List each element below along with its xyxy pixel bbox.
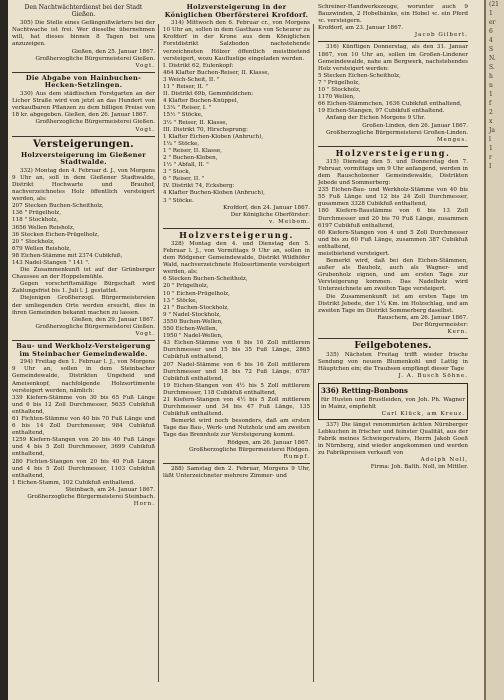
notice-332: 332) Montag den 4. Februar d. J., von Morgens 9 Uhr an, soll in dem Gießener Stadtwalde, Distrikt Hochwarte und Brauhof, nachverzeichnetes Holz öffentlich versteigert werden, als:	[12, 167, 155, 203]
list-item: 6 Stecken Buchen-Scheitholz,	[163, 276, 248, 283]
edge-fragment: Ja	[489, 127, 495, 134]
notice-305-signature: Vogt.	[135, 62, 155, 69]
edge-fragment: x	[489, 118, 493, 125]
notice-316-date: Großen-Linden, den 26. Januar 1867.	[362, 122, 468, 129]
list-item: 235 Eichen-Bau- und Werkholz-Stämme von 40 bis 55 Fuß Länge und 12 bis 24 Zoll Durchmesser, gusammen 3328 Cubikfuß enthaltend,	[318, 187, 468, 208]
list-item: 5 Stecken Eichen-Scheitholz,	[318, 72, 401, 79]
divider	[318, 338, 468, 339]
page-notice-title: Den Nachtwächterdienst bei der Stadt Gießen.	[24, 4, 143, 19]
notice-315-signature: Kern.	[447, 329, 468, 336]
notice-305: 305) Die Stelle eines Gefängnißwärters bei der Nachtwache ist frei. Wer dieselbe übernehmen will, hat dieses binnen 8 Tagen bei uns anzuzeigen.	[12, 20, 155, 48]
list-item: 1¼ " Stöcke,	[163, 140, 200, 147]
advertisement-text: für Husten und Brustleiden, von Joh. Ph. Wagner in Mainz, empfiehlt	[321, 396, 465, 410]
list-item: 19 Eichen-Stangen, 97 Cubikfuß enthaltend.	[318, 108, 445, 115]
notice-332-request: Diejenigen Großherzogl. Bürgermeistereien der umliegenden Orte werden ersucht, dies in ihren Gemeinden bekannt machen zu lassen.	[12, 295, 155, 316]
list-item: 3550 Buchen-Wellen,	[163, 318, 223, 325]
list-item: 1½ " Abfall, II. "	[163, 162, 209, 169]
notice-328-date: Rödgen, am 26. Januar 1867.	[227, 439, 310, 446]
column-middle	[163, 0, 310, 700]
notice-294-date: Steinbach, am 24. Januar 1867.	[65, 486, 155, 493]
notice-294-authority: Großherzogliche Bürgermeisterei Steinbach.	[27, 494, 155, 500]
list-item: 1950 " Nadel-Wellen,	[163, 333, 223, 340]
list-item: 6 " Reiser, II. "	[163, 176, 205, 183]
notice-288-signature: Jacob Gilbert.	[414, 32, 468, 39]
notice-294-signature: Horn.	[133, 501, 155, 508]
list-item: 136 " Prügelholz,	[12, 210, 62, 217]
list-item: 3½ " Reiser, II. Klasse,	[163, 119, 228, 126]
list-item: 9 " Nadel-Stockholz,	[163, 311, 221, 318]
list-item: 4 Klafter Buchen-Kloben (Anbruch),	[163, 190, 265, 197]
divider	[163, 463, 310, 464]
notice-337-signature: Adolph Noll,	[420, 457, 468, 464]
divider	[12, 136, 155, 137]
divider	[318, 41, 468, 42]
newspaper-page	[8, 0, 484, 700]
column-divider	[313, 24, 314, 682]
divider	[12, 72, 155, 73]
list-item: 1 Klafter Eichen-Kloben (Anbruch),	[163, 133, 264, 140]
list-item: 60 Kiefern-Stangen von 4 und 5 Zoll Durchmesser und bis zu 60 Fuß Länge, zusammen 387 Cubikfuß enthaltend,	[318, 229, 468, 250]
edge-fragment: (21	[489, 1, 499, 8]
notice-330-signature: Vogt.	[135, 126, 155, 133]
list-item: III. Distrikt 70, Hirschsprung:	[163, 126, 248, 133]
list-item: 207 Stecken Buchen-Scheitholz,	[12, 203, 104, 210]
list-item: 143 Nadel-Stangen " 141 ".	[12, 260, 90, 266]
divider	[163, 228, 310, 229]
item-list-314	[163, 63, 310, 205]
list-item: 11 " Reiser, II. "	[163, 84, 208, 91]
list-item: 98 Eichen-Stämme mit 2374 Cubikfuß,	[12, 252, 123, 259]
list-item: 10 " Stockholz,	[318, 87, 361, 94]
notice-314: 314) Mittwoch den 6. Februar cr., von Morgens 10 Uhr an, sollen in dem Gasthaus von Scheurer zu Krofdorf in der Krone aus dem Königlichen Forstdistrikt Salzboden nachstehende verzeichneten Hölzer öffentlich meistbietend versteigert, wozu Kauflustige eingeladen werden.	[163, 20, 310, 62]
notice-316-start: Anfang der Eichen Morgens 9 Uhr.	[326, 115, 426, 122]
notice-316: 316) Künftigen Donnerstag, als den 31. Januar 1867, von 10 Uhr an, sollen im Großen-Lindener Gemeindewalde, nahe am Bergwerk, nachstehendes Holz versteigert werden:	[318, 44, 468, 72]
list-item: 464 Klafter Buchen-Reiser, II. Klasse,	[163, 69, 270, 76]
notice-288: 288) Samstag den 2. Februar, Morgens 9 Uhr, läßt Unterzeichneter mehrere Zimmer- und	[163, 465, 310, 479]
list-item: 36 Stecken Eichen-Prügelholz,	[12, 231, 100, 238]
notice-314-signature: v. Meibom.	[269, 218, 310, 225]
edge-fragment: h	[489, 73, 493, 80]
list-item: 550 Eichen-Wellen,	[163, 326, 218, 333]
notice-337-firm: Firma: Joh. Balth. Noll, im Mittler.	[370, 464, 468, 471]
edge-fragment: 6	[489, 28, 493, 35]
heading-294: Bau- und Werkholz-Versteigerung im Steinbacher Gemeindewalde.	[16, 342, 151, 358]
advertisement-title: 336) Retting-Bonbons	[321, 385, 408, 395]
notice-288-date: Krofdorf, am 23. Januar 1867.	[318, 25, 404, 32]
notice-330-authority: Großherzogliche Bürgermeisterei Gießen.	[35, 119, 155, 126]
section-heading-versteigerungen: Versteigerungen.	[33, 138, 134, 150]
notice-330: 330) Aus dem städtischen Forstgarten an der Licher Straße wird von jetzt an das Hundert von verkaufbaren Pflanzen zu dem billigen Preise von 18 kr. abgegeben. Gießen, den 26. Januar 1867.	[12, 91, 155, 119]
list-item: 4 Klafter Buchen-Knüppel,	[163, 98, 239, 105]
list-item: 3656 Wellen Reisholz,	[12, 224, 75, 231]
heading-328: Holzversteigerung.	[179, 229, 294, 240]
next-page-edge	[484, 0, 504, 700]
advertisement-box	[318, 383, 468, 420]
list-item: 1170 Wellen,	[318, 94, 355, 101]
edge-fragment: er	[489, 19, 496, 26]
notice-328: 328) Montag den 4. und Dienstag den 5. Februar l. J., von Vormittags 9 Uhr an, sollen in dem Rödgener Gemeindewalde, Distrikt Wildhöfer Wald, nachverzeichnete Holzsortimente versteigert werden, als:	[163, 240, 310, 276]
list-item: 13 " Stöcke,	[163, 297, 198, 304]
list-item: 10 " Eichen-Prügelholz,	[163, 290, 230, 297]
notice-332-terms: Gegen vorschriftsmäßige Bürgschaft wird Zahlungsfrist bis 1. Juli l. J. gestattet.	[12, 281, 155, 295]
edge-fragment: n	[489, 82, 493, 89]
list-item: 207 Nadel-Stämme von 6 bis 16 Zoll mittlerem Durchmesser und 18 bis 72 Fuß Länge, 6787 Cubikfuß enthaltend,	[163, 361, 310, 382]
list-item: II. Distrikt 69b, Gemmfeldchen:	[163, 91, 254, 98]
edge-fragment: I	[489, 163, 492, 170]
list-item: 20 " Prügelholz,	[163, 283, 209, 290]
notice-335: 335) Nächsten Freitag trifft wieder frische Sendung von neuem Blumenkohl und Lattig in Häuptchen ein; die Traubsen empfängt dieser Tage	[318, 352, 468, 373]
list-item: 61 Fichten-Stämme von 40 bis 70 Fuß Länge und 6 bis 14 Zoll Durchmesser, 984 Cubikfuß enthaltend,	[12, 415, 155, 437]
notice-294: 294) Freitag den 1. Februar l. J., von Morgens 9 Uhr an, sollen in dem Steinbacher Gemeindewalde, Distrikten Ungeheid und Ameisenkopf, nachfolgende Holzsortimente versteigert werden, nämlich:	[12, 359, 155, 394]
divider	[318, 146, 468, 147]
item-list-316	[318, 73, 468, 116]
notice-305-authority: Großherzogliche Bürgermeisterei Gießen.	[35, 55, 155, 62]
notice-315-verb: meistbietend versteigert.	[318, 251, 390, 257]
notice-337: 337) Die längst renommirten ächten Nürnberger Lebkuchen in frischer und feinster Qualität, aus der Fabrik meines Schwiegervaters, Herrn Jakob Goeß in Nürnberg, sind wieder angekommen und werden zu Fabrikpreisen verkauft von	[318, 421, 468, 457]
edge-fragment: 1	[489, 10, 493, 17]
edge-fragment: 1	[489, 145, 493, 152]
notice-316-authority: Großherzogliche Bürgermeisterei Großen-Linden.	[326, 129, 468, 136]
list-item: 180 Kiefern-Baustämme von 6 bis 13 Zoll Durchmesser und 20 bis 70 Fuß Länge, zusammen 6197 Cubikfuß enthaltend,	[318, 208, 468, 229]
list-item: 7 " Prügelholz,	[318, 79, 360, 86]
list-item: 339 Kiefern-Stämme von 30 bis 65 Fuß Länge und 6 bis 12 Zoll Durchmesser, 5635 Cubikfuß enthaltend,	[12, 394, 155, 415]
edge-fragment: 2	[489, 109, 493, 116]
notice-332-date: Gießen, den 29. Januar 1867.	[71, 316, 155, 323]
notice-305-date: Gießen, den 25. Januar 1867.	[71, 48, 155, 55]
notice-315-date: Rauschem, am 26. Januar 1867.	[377, 314, 468, 321]
notice-315-meeting: Die Zusammenkunft ist am ersten Tage im Distrikt Jebede, der 1¼ Km. im Holzschlag, und am zweiten Tage im Distrikt Sommerberg daselbst.	[318, 293, 468, 314]
list-item: 2 " Buchen-Kloben,	[163, 154, 218, 161]
list-item: 280 Fichten-Stangen von 20 bis 40 Fuß Länge und 4 bis 5 Zoll Durchmesser, 1103 Cubikfuß enthaltend,	[12, 458, 155, 479]
edge-fragment: 4	[489, 37, 493, 44]
list-item: 19 Eichen-Stangen von 4½ bis 5 Zoll mittlerem Durchmesser, 118 Cubikfuß enthaltend,	[163, 382, 310, 396]
notice-314-date: Krofdorf, den 24. Januar 1867.	[223, 204, 310, 211]
section-heading-feilgebotenes: Feilgebotenes.	[354, 341, 432, 352]
notice-328-signature: Rumpf.	[283, 453, 310, 460]
notice-316-signature: Menges.	[436, 136, 468, 143]
column-left	[12, 0, 155, 700]
list-item: 1259 Kiefern-Stangen von 20 bis 40 Fuß Länge und 4 bis 5 Zoll Durchmesser, 3699 Cubikfuß enthaltend,	[12, 437, 155, 458]
list-item: 15½ " Stöcke,	[163, 112, 203, 119]
notice-328-remark: Bemerkt wird noch besonders, daß am ersten Tage das Bau-, Werk- und Nutzholz und am zweiten Tage das Brennholz zur Versteigerung kommt.	[163, 418, 310, 439]
list-item: 118 " Stockholz,	[12, 217, 59, 224]
column-right	[318, 0, 468, 700]
heading-314: Holzversteigerung in der Königlichen Oberförsterei Krofdorf.	[164, 3, 309, 19]
advertisement-signature: Carl Klück, am Kreuz.	[381, 410, 465, 417]
item-list-328	[163, 276, 310, 418]
list-item: I. Distrikt 62, Eulenkopf:	[163, 62, 234, 69]
edge-fragment: S	[489, 46, 494, 53]
edge-fragment: S.	[489, 64, 495, 71]
divider	[12, 340, 155, 341]
notice-328-authority: Großherzogliche Bürgermeisterei Rödgen.	[189, 446, 310, 453]
edge-fragment: 1	[489, 91, 493, 98]
notice-315-authority: Der Bürgermeister:	[412, 321, 468, 328]
list-item: 3 " Stock,	[163, 169, 191, 176]
notice-315: 315) Dienstag den 5. und Donnerstag den 7. Februar, vormittags um 9 Uhr anfangend, werden in dem Rauscholzener Gemeindewalde, Distrikten Jebede und Sommerberg:	[318, 158, 468, 187]
notice-288-continued: Schreiner-Handwerkszeuge, worunter auch 9 Bauzwinden, 2 Hobelbänke, ein Hobel ꝛc. ein Pferd ꝛc. versteigern.	[318, 4, 468, 25]
heading-330: Die Abgabe von Hainbuchen-Hecken-Setzlingen.	[25, 73, 142, 90]
notice-314-authority: Der Königliche Oberförster:	[230, 211, 310, 218]
list-item: 43 Eichen-Stämme von 6 bis 16 Zoll mittlerem Durchmesser und 15 bis 35 Fuß Länge, 2865 Cubikfuß enthaltend,	[163, 340, 310, 361]
column-divider	[158, 24, 159, 682]
heading-315: Holzversteigerung.	[335, 147, 451, 158]
item-list-332	[12, 203, 155, 267]
notice-335-signature: J. A. Busch Söhne.	[398, 373, 468, 380]
list-item: 3 Weich-Scheit, II. "	[163, 76, 220, 83]
notice-332-authority: Großherzogliche Bürgermeisterei Gießen.	[35, 323, 155, 330]
edge-fragment: r	[489, 154, 492, 161]
notice-332-location: Die Zusammenkunft ist auf der Grünberger Chaussee an der Hoppelsmühle.	[12, 267, 155, 281]
list-item: IV. Distrikt 74, Ecksberg:	[163, 183, 235, 190]
edge-fragment: N.	[489, 55, 496, 62]
heading-332: Holzversteigerung im Gießener Stadtwalde.	[20, 150, 147, 167]
edge-fragment: l	[489, 136, 491, 143]
notice-332-signature: Vogt.	[135, 330, 155, 337]
list-item: 21 " Buchen-Stockholz,	[163, 304, 229, 311]
edge-fragment: f	[489, 100, 492, 107]
list-item: 679 Wellen Reisholz,	[12, 245, 71, 252]
list-item: 1 Eichen-Stamm, 102 Cubikfuß enthaltend.	[12, 479, 136, 486]
list-item: 20 " Stockholz,	[12, 238, 55, 245]
list-item: 3 " Stöcke.	[163, 197, 194, 204]
list-item: 1 " Reiser, II. Klasse,	[163, 147, 222, 154]
list-item: 13¼ " Reiser, I. "	[163, 105, 212, 112]
notice-315-remark: Bemerkt wird, daß bei den Eichen-Stämmen, außer als Bauholz, auch als Wagner- und Grubenholz eignen, und am ersten Tage zur Versteigerung kommen. Das Nadelholz wird Unterzeichnete am zweiten Tage versteigert.	[318, 258, 468, 293]
list-item: 66 Eichen-Stämmchen, 1636 Cubikfuß enthaltend,	[318, 101, 462, 108]
list-item: 21 Kiefern-Stangen von 4½ bis 5 Zoll mittlerem Durchmesser und 34 bis 47 Fuß Länge, 135 Cubikfuß enthaltend.	[163, 396, 310, 418]
